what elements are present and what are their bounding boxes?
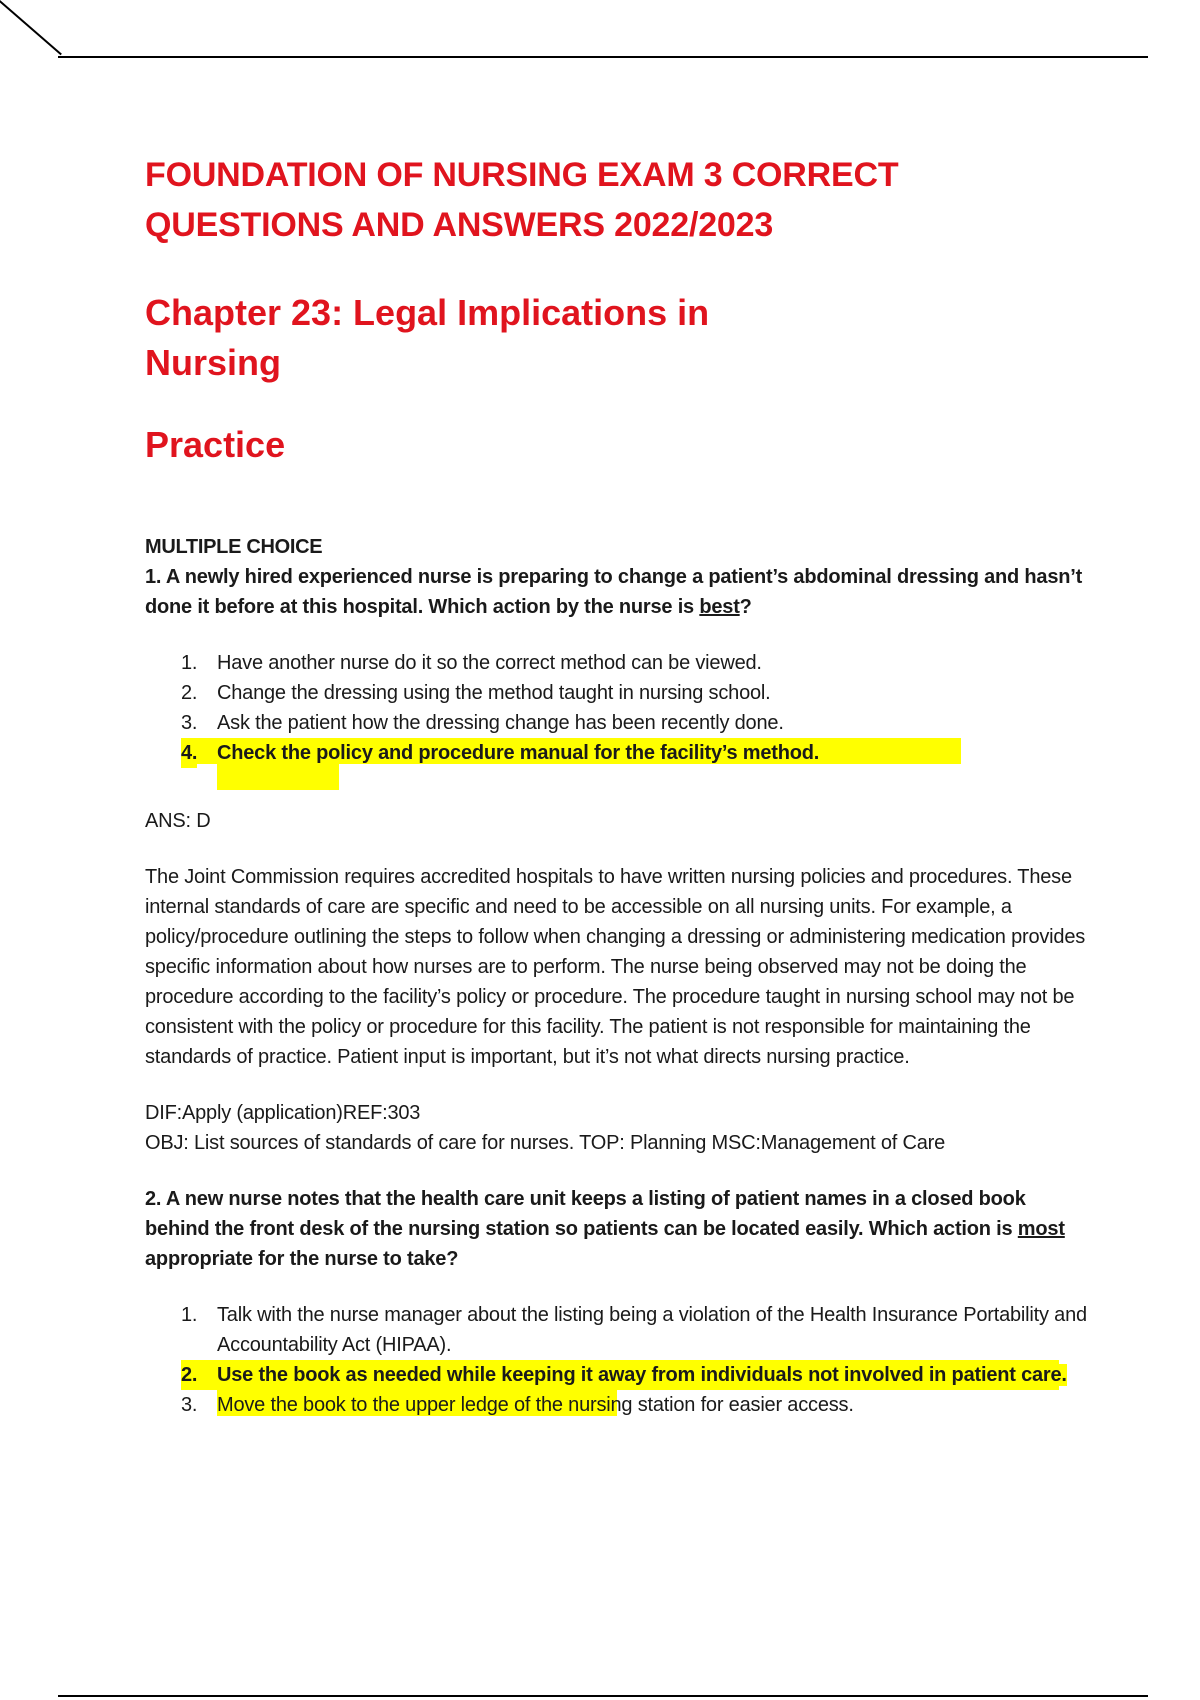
q2-stem-emphasis: most bbox=[1017, 1218, 1065, 1240]
option-text: Talk with the nurse manager about the listing being a violation of the Health Insurance Portability and Accountability Act (HIPAA). bbox=[217, 1304, 1087, 1356]
document-body bbox=[145, 150, 1090, 1420]
option-text: Move the book to the upper ledge of the nursing station for easier access. bbox=[217, 1394, 854, 1416]
option-text: Check the policy and procedure manual for the facility’s method. bbox=[217, 742, 820, 764]
option-number: 3. bbox=[181, 712, 198, 734]
option-number: 3. bbox=[181, 1394, 198, 1416]
option-number: 1. bbox=[181, 652, 198, 674]
q1-option-1 bbox=[145, 648, 1090, 678]
corner-decoration-line bbox=[0, 0, 62, 55]
document-title bbox=[145, 150, 1090, 250]
title-line-1: FOUNDATION OF NURSING EXAM 3 CORRECT bbox=[145, 156, 899, 194]
option-number: 2. bbox=[181, 1360, 197, 1390]
q1-answer: ANS: D bbox=[145, 810, 211, 832]
q1-meta-objective: OBJ: List sources of standards of care for nurses. TOP: Planning MSC:Management of Care bbox=[145, 1132, 946, 1154]
q1-stem-end: ? bbox=[739, 596, 752, 618]
question-2-options bbox=[145, 1300, 1090, 1420]
option-text: Ask the patient how the dressing change has been recently done. bbox=[217, 712, 784, 734]
option-text: Use the book as needed while keeping it away from individuals not involved in patient care. bbox=[217, 1364, 1067, 1386]
q2-option-1 bbox=[145, 1300, 1090, 1360]
question-2-stem bbox=[145, 1184, 1090, 1274]
question-1-options bbox=[145, 648, 1090, 768]
option-text: Have another nurse do it so the correct method can be viewed. bbox=[217, 652, 762, 674]
option-number: 4. bbox=[181, 738, 197, 768]
q1-meta-difficulty: DIF:Apply (application)REF:303 bbox=[145, 1102, 421, 1124]
chapter-heading: Chapter 23: Legal Implications in Nursing bbox=[145, 292, 710, 383]
highlight-bar-tail bbox=[217, 764, 339, 790]
title-line-2: QUESTIONS AND ANSWERS 2022/2023 bbox=[145, 206, 774, 244]
q1-option-2 bbox=[145, 678, 1090, 708]
q2-stem-end: appropriate for the nurse to take? bbox=[145, 1248, 459, 1270]
question-1-stem bbox=[145, 562, 1090, 622]
option-text: Change the dressing using the method taught in nursing school. bbox=[217, 682, 771, 704]
section-heading: MULTIPLE CHOICE bbox=[145, 536, 323, 558]
q1-option-4-correct bbox=[145, 738, 1090, 768]
option-number: 1. bbox=[181, 1304, 198, 1326]
q2-option-2-correct bbox=[145, 1360, 1090, 1390]
option-number: 2. bbox=[181, 682, 198, 704]
footer-rule bbox=[58, 1695, 1148, 1697]
q1-option-3 bbox=[145, 708, 1090, 738]
q1-stem-emphasis: best bbox=[699, 596, 740, 618]
chapter-heading-continuation: Practice bbox=[145, 424, 286, 465]
header-rule bbox=[58, 56, 1148, 58]
q2-stem-text: 2. A new nurse notes that the health care unit keeps a listing of patient names in a closed book behind the front desk of the nursing station so patients can be located easily. Which action is bbox=[145, 1188, 1026, 1240]
q1-rationale: The Joint Commission requires accredited hospitals to have written nursing policies and procedures. These internal standards of care are specific and need to be accessible on all nursing units. For example, a policy/procedure outlining the steps to follow when changing a dressing or administering medication provides specific information about how nurses are to perform. The nurse being observed may not be doing the procedure according to the facility’s policy or procedure. The procedure taught in nursing school may not be consistent with the policy or procedure for this facility. The patient is not responsible for maintaining the standards of practice. Patient input is important, but it’s not what directs nursing practice. bbox=[145, 866, 1086, 1068]
q2-option-3 bbox=[145, 1390, 1090, 1420]
q1-stem-text: 1. A newly hired experienced nurse is preparing to change a patient’s abdominal dressing and hasn’t done it before at this hospital. Which action by the nurse is bbox=[145, 566, 1083, 618]
